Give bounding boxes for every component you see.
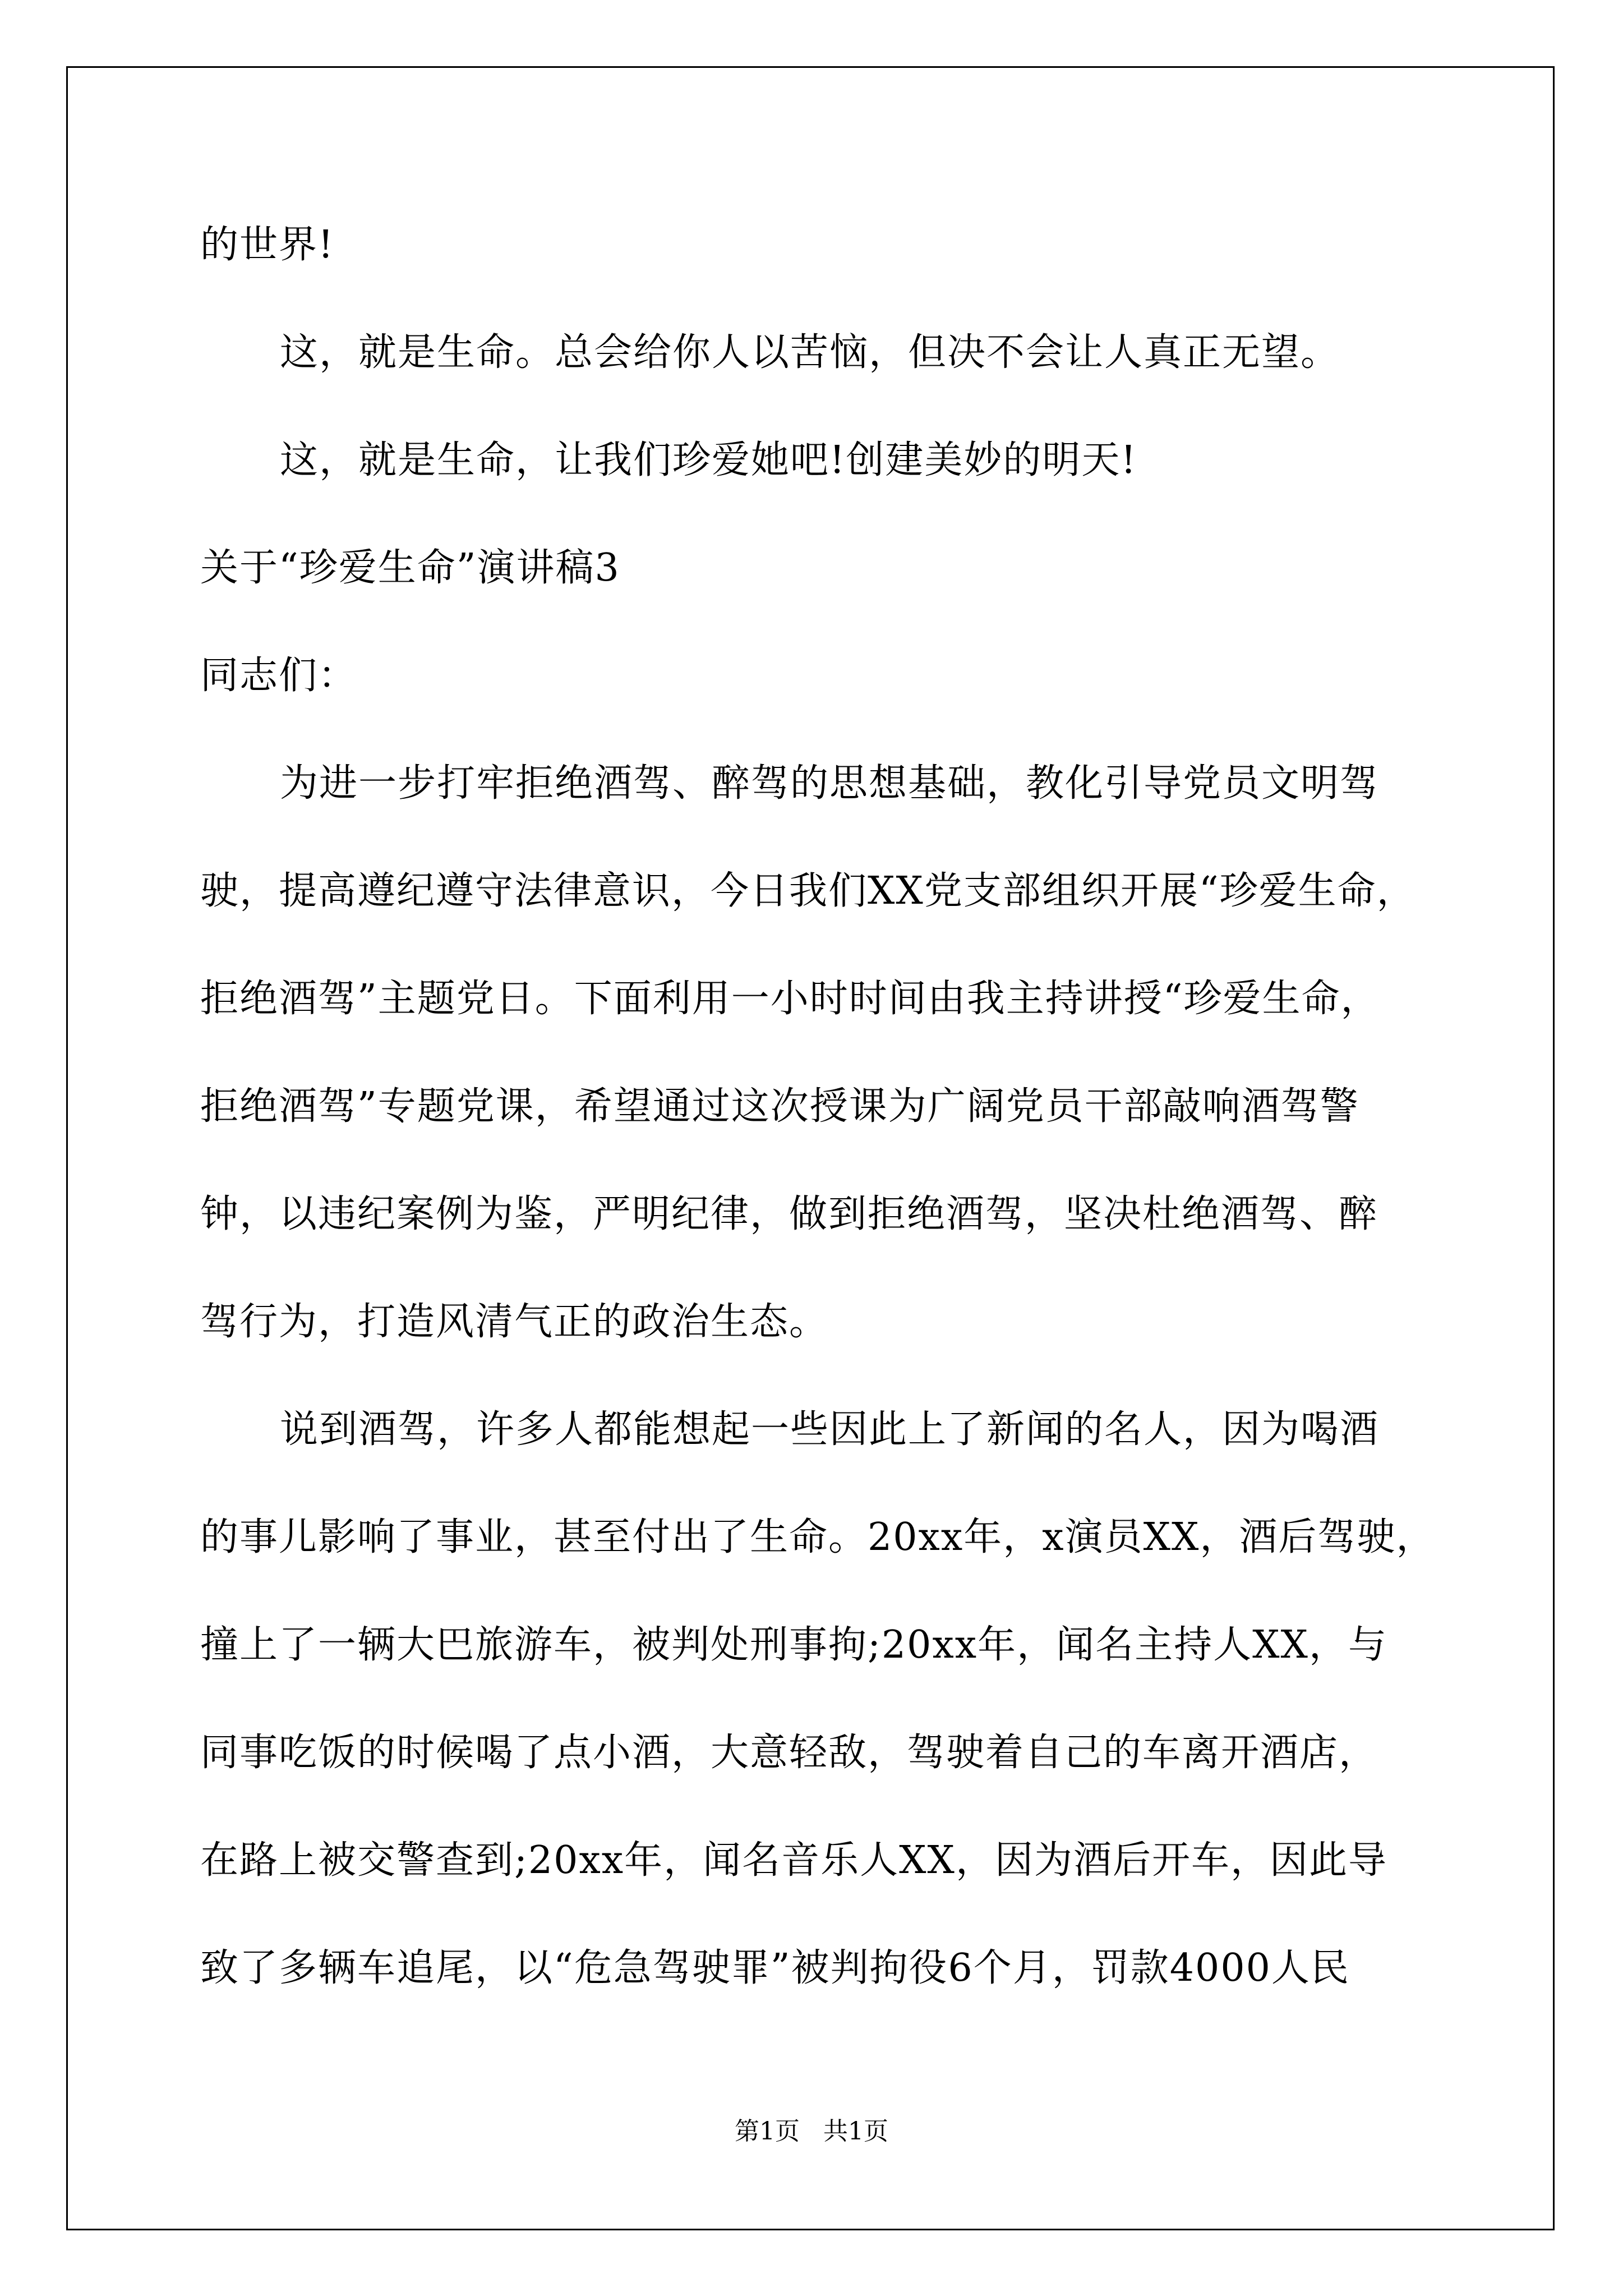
body-line: 致了多辆车追尾，以“危急驾驶罪”被判拘役6个月，罚款4000人民 xyxy=(200,1946,1350,1990)
body-line: 为进一步打牢拒绝酒驾、醉驾的思想基础，教化引导党员文明驾 xyxy=(280,761,1380,806)
page-number-footer: 第1页 共1页 xyxy=(735,2117,888,2146)
body-line: 钟，以违纪案例为鉴，严明纪律，做到拒绝酒驾，坚决杜绝酒驾、醉 xyxy=(200,1192,1378,1236)
body-line: 拒绝酒驾”主题党日。下面利用一小时时间由我主持讲授“珍爱生命， xyxy=(200,977,1380,1021)
body-line: 撞上了一辆大巴旅游车，被判处刑事拘;20xx年，闻名主持人XX，与 xyxy=(200,1623,1387,1667)
body-line: 的世界! xyxy=(200,223,335,267)
body-line: 这，就是生命。总会给你人以苦恼，但决不会让人真正无望。 xyxy=(280,330,1340,375)
body-line: 这，就是生命，让我们珍爱她吧!创建美妙的明天! xyxy=(280,438,1137,482)
body-line: 拒绝酒驾”专题党课，希望通过这次授课为广阔党员干部敲响酒驾警 xyxy=(200,1084,1359,1129)
body-line: 驶，提高遵纪遵守法律意识，今日我们XX党支部组织开展“珍爱生命， xyxy=(200,869,1416,913)
body-line: 同事吃饭的时候喝了点小酒，大意轻敌，驾驶着自己的车离开酒店， xyxy=(200,1731,1378,1775)
section-heading: 关于“珍爱生命”演讲稿3 xyxy=(200,546,620,590)
body-line: 驾行为，打造风清气正的政治生态。 xyxy=(200,1300,829,1344)
body-line: 的事儿影响了事业，甚至付出了生命。20xx年，x演员XX，酒后驾驶， xyxy=(200,1515,1436,1559)
salutation: 同志们： xyxy=(200,654,358,698)
body-line: 说到酒驾，许多人都能想起一些因此上了新闻的名人，因为喝酒 xyxy=(280,1407,1380,1452)
page-border xyxy=(66,66,1555,2230)
body-line: 在路上被交警查到;20xx年，闻名音乐人XX，因为酒后开车，因此导 xyxy=(200,1838,1387,1883)
